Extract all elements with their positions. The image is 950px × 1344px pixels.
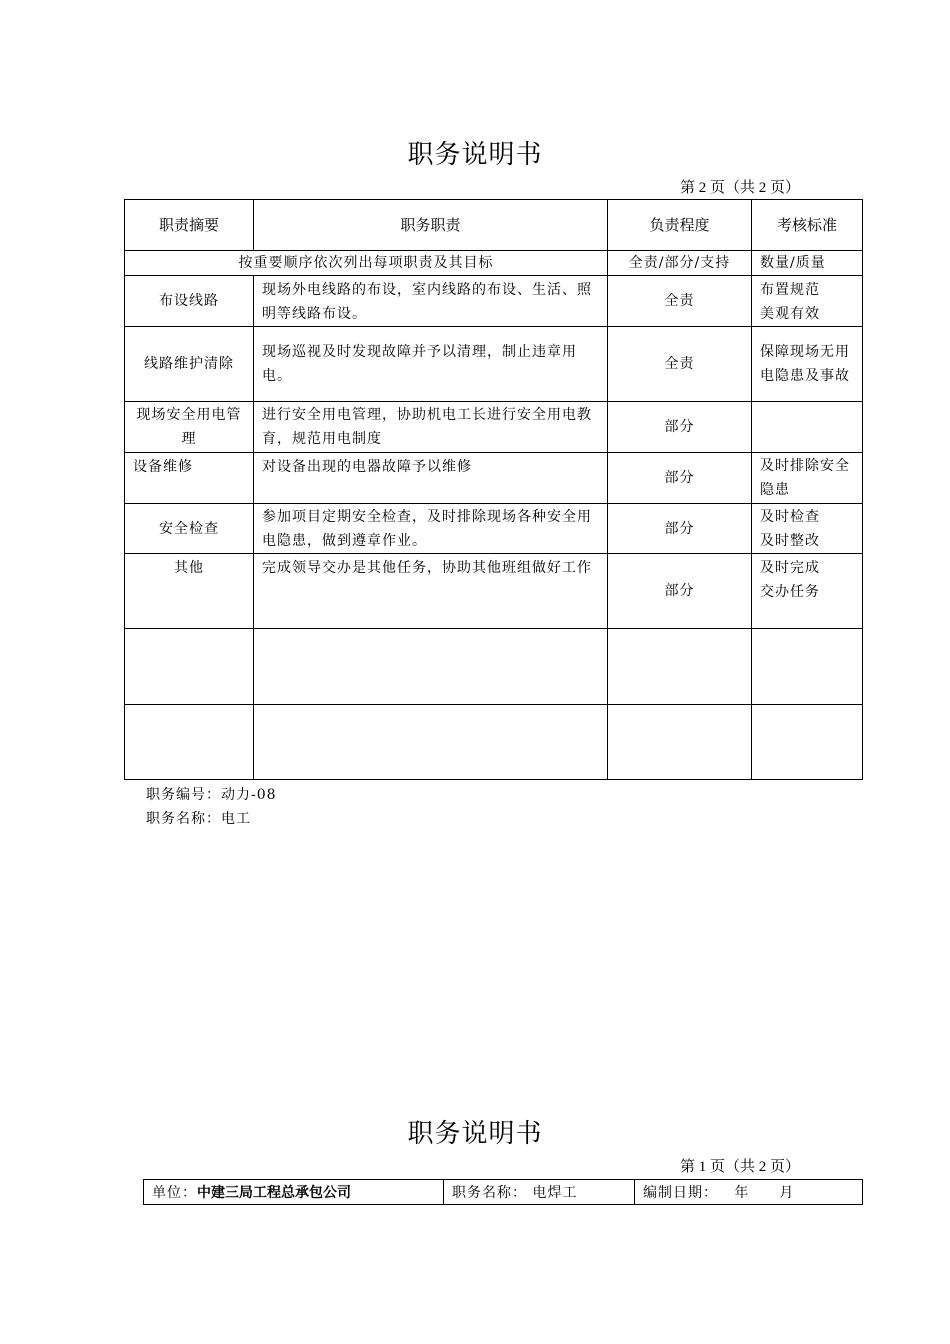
- row-degree: [608, 629, 752, 705]
- table-row: [125, 629, 863, 705]
- row-standard: 保障现场无用电隐患及事故: [752, 327, 863, 402]
- row-duty: 现场巡视及时发现故障并予以清理，制止违章用电。: [254, 327, 608, 402]
- row-degree: 部分: [608, 554, 752, 629]
- instruction-row: [125, 251, 863, 276]
- row-duty: 参加项目定期安全检查，及时排除现场各种安全用电隐患，做到遵章作业。: [254, 504, 608, 554]
- row-summary: 安全检查: [125, 504, 254, 554]
- row-standard: 及时检查 及时整改: [752, 504, 863, 554]
- table-row: [125, 402, 863, 453]
- row-summary: 现场安全用电管理: [125, 402, 254, 453]
- date-value: 年 月: [734, 1185, 795, 1201]
- row-degree: 部分: [608, 504, 752, 554]
- date-cell: [635, 1180, 863, 1205]
- instruction-degree: 全责/部分/支持: [608, 251, 752, 276]
- job-name-value: 电焊工: [532, 1185, 578, 1201]
- row-standard: 布置规范 美观有效: [752, 276, 863, 327]
- row-summary: 线路维护清除: [125, 327, 254, 402]
- row-degree: [608, 705, 752, 780]
- table-row: [125, 705, 863, 780]
- row-summary: [125, 629, 254, 705]
- instruction-text: 按重要顺序依次列出每项职责及其目标: [125, 251, 608, 276]
- table-row: [125, 327, 863, 402]
- page-number: 第 2 页（共 2 页）: [679, 180, 800, 196]
- unit-info-row: [144, 1180, 863, 1205]
- job-name-label: 职务名称：: [452, 1185, 527, 1201]
- row-duty: 完成领导交办是其他任务，协助其他班组做好工作: [254, 554, 608, 629]
- instruction-standard: 数量/质量: [752, 251, 863, 276]
- row-standard: 及时排除安全隐患: [752, 453, 863, 504]
- row-duty: 对设备出现的电器故障予以维修: [254, 453, 608, 504]
- row-standard: 及时完成 交办任务: [752, 554, 863, 629]
- row-degree: 全责: [608, 327, 752, 402]
- table-row: [125, 276, 863, 327]
- row-duty: [254, 629, 608, 705]
- row-degree: 部分: [608, 402, 752, 453]
- row-degree: 部分: [608, 453, 752, 504]
- table-row: [125, 554, 863, 629]
- page-title: 职务说明书: [407, 140, 543, 170]
- row-standard: [752, 629, 863, 705]
- page-number: 第 1 页（共 2 页）: [679, 1159, 800, 1175]
- job-name: 职务名称：电工: [146, 811, 251, 827]
- header-duty: 职务职责: [254, 200, 608, 251]
- unit-info-table: [143, 1179, 863, 1205]
- row-duty: 进行安全用电管理，协助机电工长进行安全用电教育，规范用电制度: [254, 402, 608, 453]
- row-summary: 其他: [125, 554, 254, 629]
- row-summary: 布设线路: [125, 276, 254, 327]
- row-summary: 设备维修: [125, 453, 254, 504]
- page-title: 职务说明书: [407, 1119, 543, 1149]
- job-name-cell: [444, 1180, 635, 1205]
- unit-value: 中建三局工程总承包公司: [197, 1185, 351, 1201]
- header-degree: 负责程度: [608, 200, 752, 251]
- header-summary: 职责摘要: [125, 200, 254, 251]
- row-duty: 现场外电线路的布设，室内线路的布设、生活、照明等线路布设。: [254, 276, 608, 327]
- date-label: 编制日期：: [643, 1185, 718, 1201]
- unit-cell: [144, 1180, 444, 1205]
- row-duty: [254, 705, 608, 780]
- header-standard: 考核标准: [752, 200, 863, 251]
- unit-label: 单位：: [152, 1185, 197, 1201]
- row-degree: 全责: [608, 276, 752, 327]
- row-summary: [125, 705, 254, 780]
- table-row: [125, 504, 863, 554]
- row-standard: [752, 705, 863, 780]
- table-header-row: [125, 200, 863, 251]
- duty-table: [124, 199, 863, 780]
- table-row: [125, 453, 863, 504]
- job-code: 职务编号：动力-08: [146, 787, 277, 803]
- row-standard: [752, 402, 863, 453]
